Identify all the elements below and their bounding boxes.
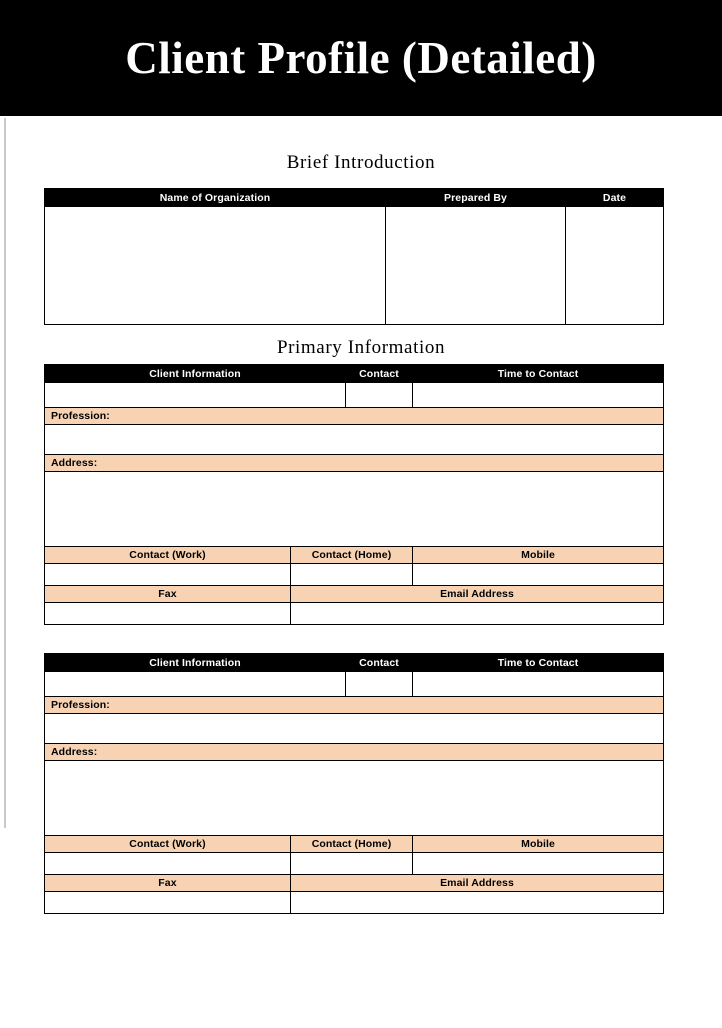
field-email-address[interactable] [291,892,664,914]
table-row-label [45,875,664,892]
label-profession: Profession: [45,697,664,714]
section-heading-primary-information: Primary Information [276,337,446,358]
table-row [45,383,664,408]
field-fax[interactable] [45,603,291,625]
label-fax: Fax [45,875,291,892]
table-row [45,425,664,455]
table-row [45,853,664,875]
table-row [45,207,664,325]
field-mobile[interactable] [413,853,664,875]
field-mobile[interactable] [413,564,664,586]
field-contact-home[interactable] [291,564,413,586]
page-left-edge-rule [4,118,6,828]
column-header-time-to-contact: Time to Contact [413,365,664,383]
table-row-header [45,365,664,383]
field-fax[interactable] [45,892,291,914]
table-row-label [45,697,664,714]
field-name-of-organization[interactable] [45,207,386,325]
table-row [45,564,664,586]
table-row-label [45,836,664,853]
table-row-label [45,586,664,603]
label-mobile: Mobile [413,547,664,564]
label-profession: Profession: [45,408,664,425]
label-fax: Fax [45,586,291,603]
field-prepared-by[interactable] [386,207,566,325]
table-row [45,714,664,744]
label-contact-home: Contact (Home) [291,836,413,853]
field-contact-work[interactable] [45,853,291,875]
section-heading-brief-introduction: Brief Introduction [286,152,436,173]
column-header-client-information: Client Information [45,365,346,383]
column-header-prepared-by: Prepared By [386,189,566,207]
field-date[interactable] [566,207,664,325]
document-title-banner [0,0,722,116]
field-contact-home[interactable] [291,853,413,875]
page-title: Client Profile (Detailed) [125,32,597,83]
table-row [45,761,664,836]
table-row-label [45,547,664,564]
label-address: Address: [45,455,664,472]
table-row [45,672,664,697]
label-email-address: Email Address [291,875,664,892]
brief-introduction-table [44,188,664,325]
label-address: Address: [45,744,664,761]
table-row [45,892,664,914]
column-header-client-information: Client Information [45,654,346,672]
field-address[interactable] [45,472,664,547]
field-contact[interactable] [346,383,413,408]
table-row-header [45,654,664,672]
field-client-information[interactable] [45,672,346,697]
field-time-to-contact[interactable] [413,672,664,697]
label-contact-work: Contact (Work) [45,836,291,853]
field-client-information[interactable] [45,383,346,408]
field-time-to-contact[interactable] [413,383,664,408]
client-block-1 [44,364,664,625]
table-row-label [45,744,664,761]
label-contact-work: Contact (Work) [45,547,291,564]
field-contact[interactable] [346,672,413,697]
field-email-address[interactable] [291,603,664,625]
field-profession[interactable] [45,714,664,744]
label-contact-home: Contact (Home) [291,547,413,564]
table-row [45,603,664,625]
label-email-address: Email Address [291,586,664,603]
table-row-label [45,408,664,425]
field-address[interactable] [45,761,664,836]
table-row-header [45,189,664,207]
client-block-2 [44,653,664,914]
column-header-name-of-organization: Name of Organization [45,189,386,207]
column-header-contact: Contact [346,654,413,672]
table-row-label [45,455,664,472]
table-row [45,472,664,547]
field-contact-work[interactable] [45,564,291,586]
field-profession[interactable] [45,425,664,455]
column-header-date: Date [566,189,664,207]
column-header-contact: Contact [346,365,413,383]
label-mobile: Mobile [413,836,664,853]
column-header-time-to-contact: Time to Contact [413,654,664,672]
